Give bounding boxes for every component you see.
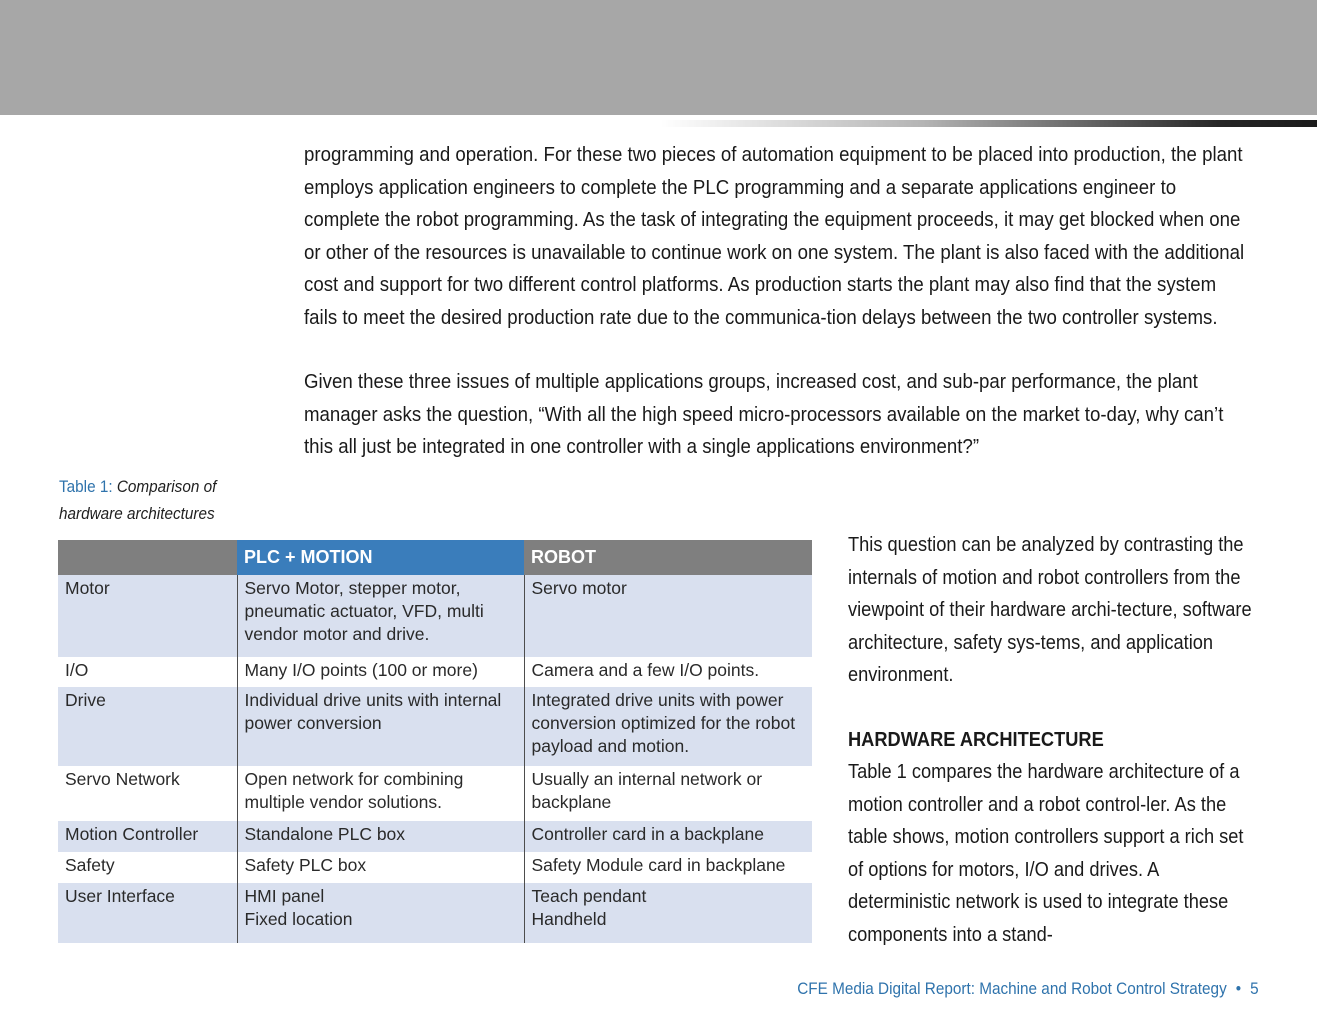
page-footer xyxy=(746,979,1259,999)
plc-cell: HMI panel Fixed location xyxy=(237,883,524,943)
plc-cell: Servo Motor, stepper motor, pneumatic actuator, VFD, multi vendor motor and drive. xyxy=(237,575,524,657)
robot-cell: Controller card in a backplane xyxy=(524,821,812,852)
row-label: Motor xyxy=(58,575,237,657)
row-label: User Interface xyxy=(58,883,237,943)
right-paragraph-1: This question can be analyzed by contrasting the internals of motion and robot controllers from the viewpoint of their hardware archi-tecture, software architecture, safety sys-tems, and application environment. xyxy=(848,533,1252,686)
row-label: Servo Network xyxy=(65,769,180,789)
plc-cell: Individual drive units with internal power conversion xyxy=(237,687,524,766)
table-row xyxy=(58,575,812,657)
footer-bullet: • xyxy=(1236,979,1242,998)
page-number: 5 xyxy=(1250,979,1259,998)
caption-text: Comparison of hardware architectures xyxy=(59,477,217,523)
table-row xyxy=(58,852,812,883)
caption-number: Table 1: xyxy=(59,477,113,496)
row-label: Drive xyxy=(58,687,237,766)
intro-paragraph-2: Given these three issues of multiple applications groups, increased cost, and sub-par performance, the plant manager asks the question, “With all the high speed micro-processors available on the market to-day, why can’t this all just be integrated in one controller with a single applications environment?” xyxy=(304,370,1224,458)
table-row xyxy=(58,687,812,766)
robot-cell: Usually an internal network or backplane xyxy=(524,766,812,821)
plc-cell: Many I/O points (100 or more) xyxy=(237,657,524,687)
table-row xyxy=(58,766,812,821)
plc-cell: Open network for combining multiple vendor solutions. xyxy=(237,766,524,821)
plc-cell: Safety PLC box xyxy=(237,852,524,883)
header-cell-robot: ROBOT xyxy=(524,540,812,575)
row-label: I/O xyxy=(65,660,89,680)
table-header-row xyxy=(58,540,812,575)
table-row xyxy=(58,657,812,687)
header-band xyxy=(0,0,1317,115)
robot-cell: Servo motor xyxy=(524,575,812,657)
right-paragraph-2: Table 1 compares the hardware architecture of a motion controller and a robot control-ler. As the table shows, motion controllers support a rich set of options for motors, I/O and drives. A deterministic network is used to integrate these components into a stand- xyxy=(848,760,1244,946)
intro-text xyxy=(304,139,1250,464)
robot-cell: Teach pendant Handheld xyxy=(524,883,812,943)
header-rule xyxy=(660,120,1317,127)
robot-cell: Camera and a few I/O points. xyxy=(524,657,812,687)
table-row xyxy=(58,883,812,943)
table-caption xyxy=(59,473,239,527)
plc-cell: Standalone PLC box xyxy=(237,821,524,852)
right-column-text xyxy=(848,529,1257,951)
section-heading: HARDWARE ARCHITECTURE xyxy=(848,727,1104,751)
robot-cell: Integrated drive units with power conversion optimized for the robot payload and motion. xyxy=(524,687,812,766)
comparison-table xyxy=(58,540,812,943)
footer-title: CFE Media Digital Report: Machine and Robot Control Strategy xyxy=(797,979,1228,998)
intro-paragraph-1: programming and operation. For these two pieces of automation equipment to be placed into production, the plant employs application engineers to complete the PLC programming and a separate applications engineer to complete the robot programming. As the task of integrating the equipment proceeds, it may get blocked when one or other of the resources is unavailable to continue work on one system. The plant is also faced with the additional cost and support for two different control platforms. As production starts the plant may also find that the system fails to meet the desired production rate due to the communica-tion delays between the two controller systems. xyxy=(304,143,1245,329)
table-row xyxy=(58,821,812,852)
row-label: Safety xyxy=(65,855,115,875)
header-cell-blank xyxy=(58,540,237,575)
header-cell-plc-motion: PLC + MOTION xyxy=(237,540,524,575)
robot-cell: Safety Module card in backplane xyxy=(524,852,812,883)
row-label: Motion Controller xyxy=(58,821,237,852)
